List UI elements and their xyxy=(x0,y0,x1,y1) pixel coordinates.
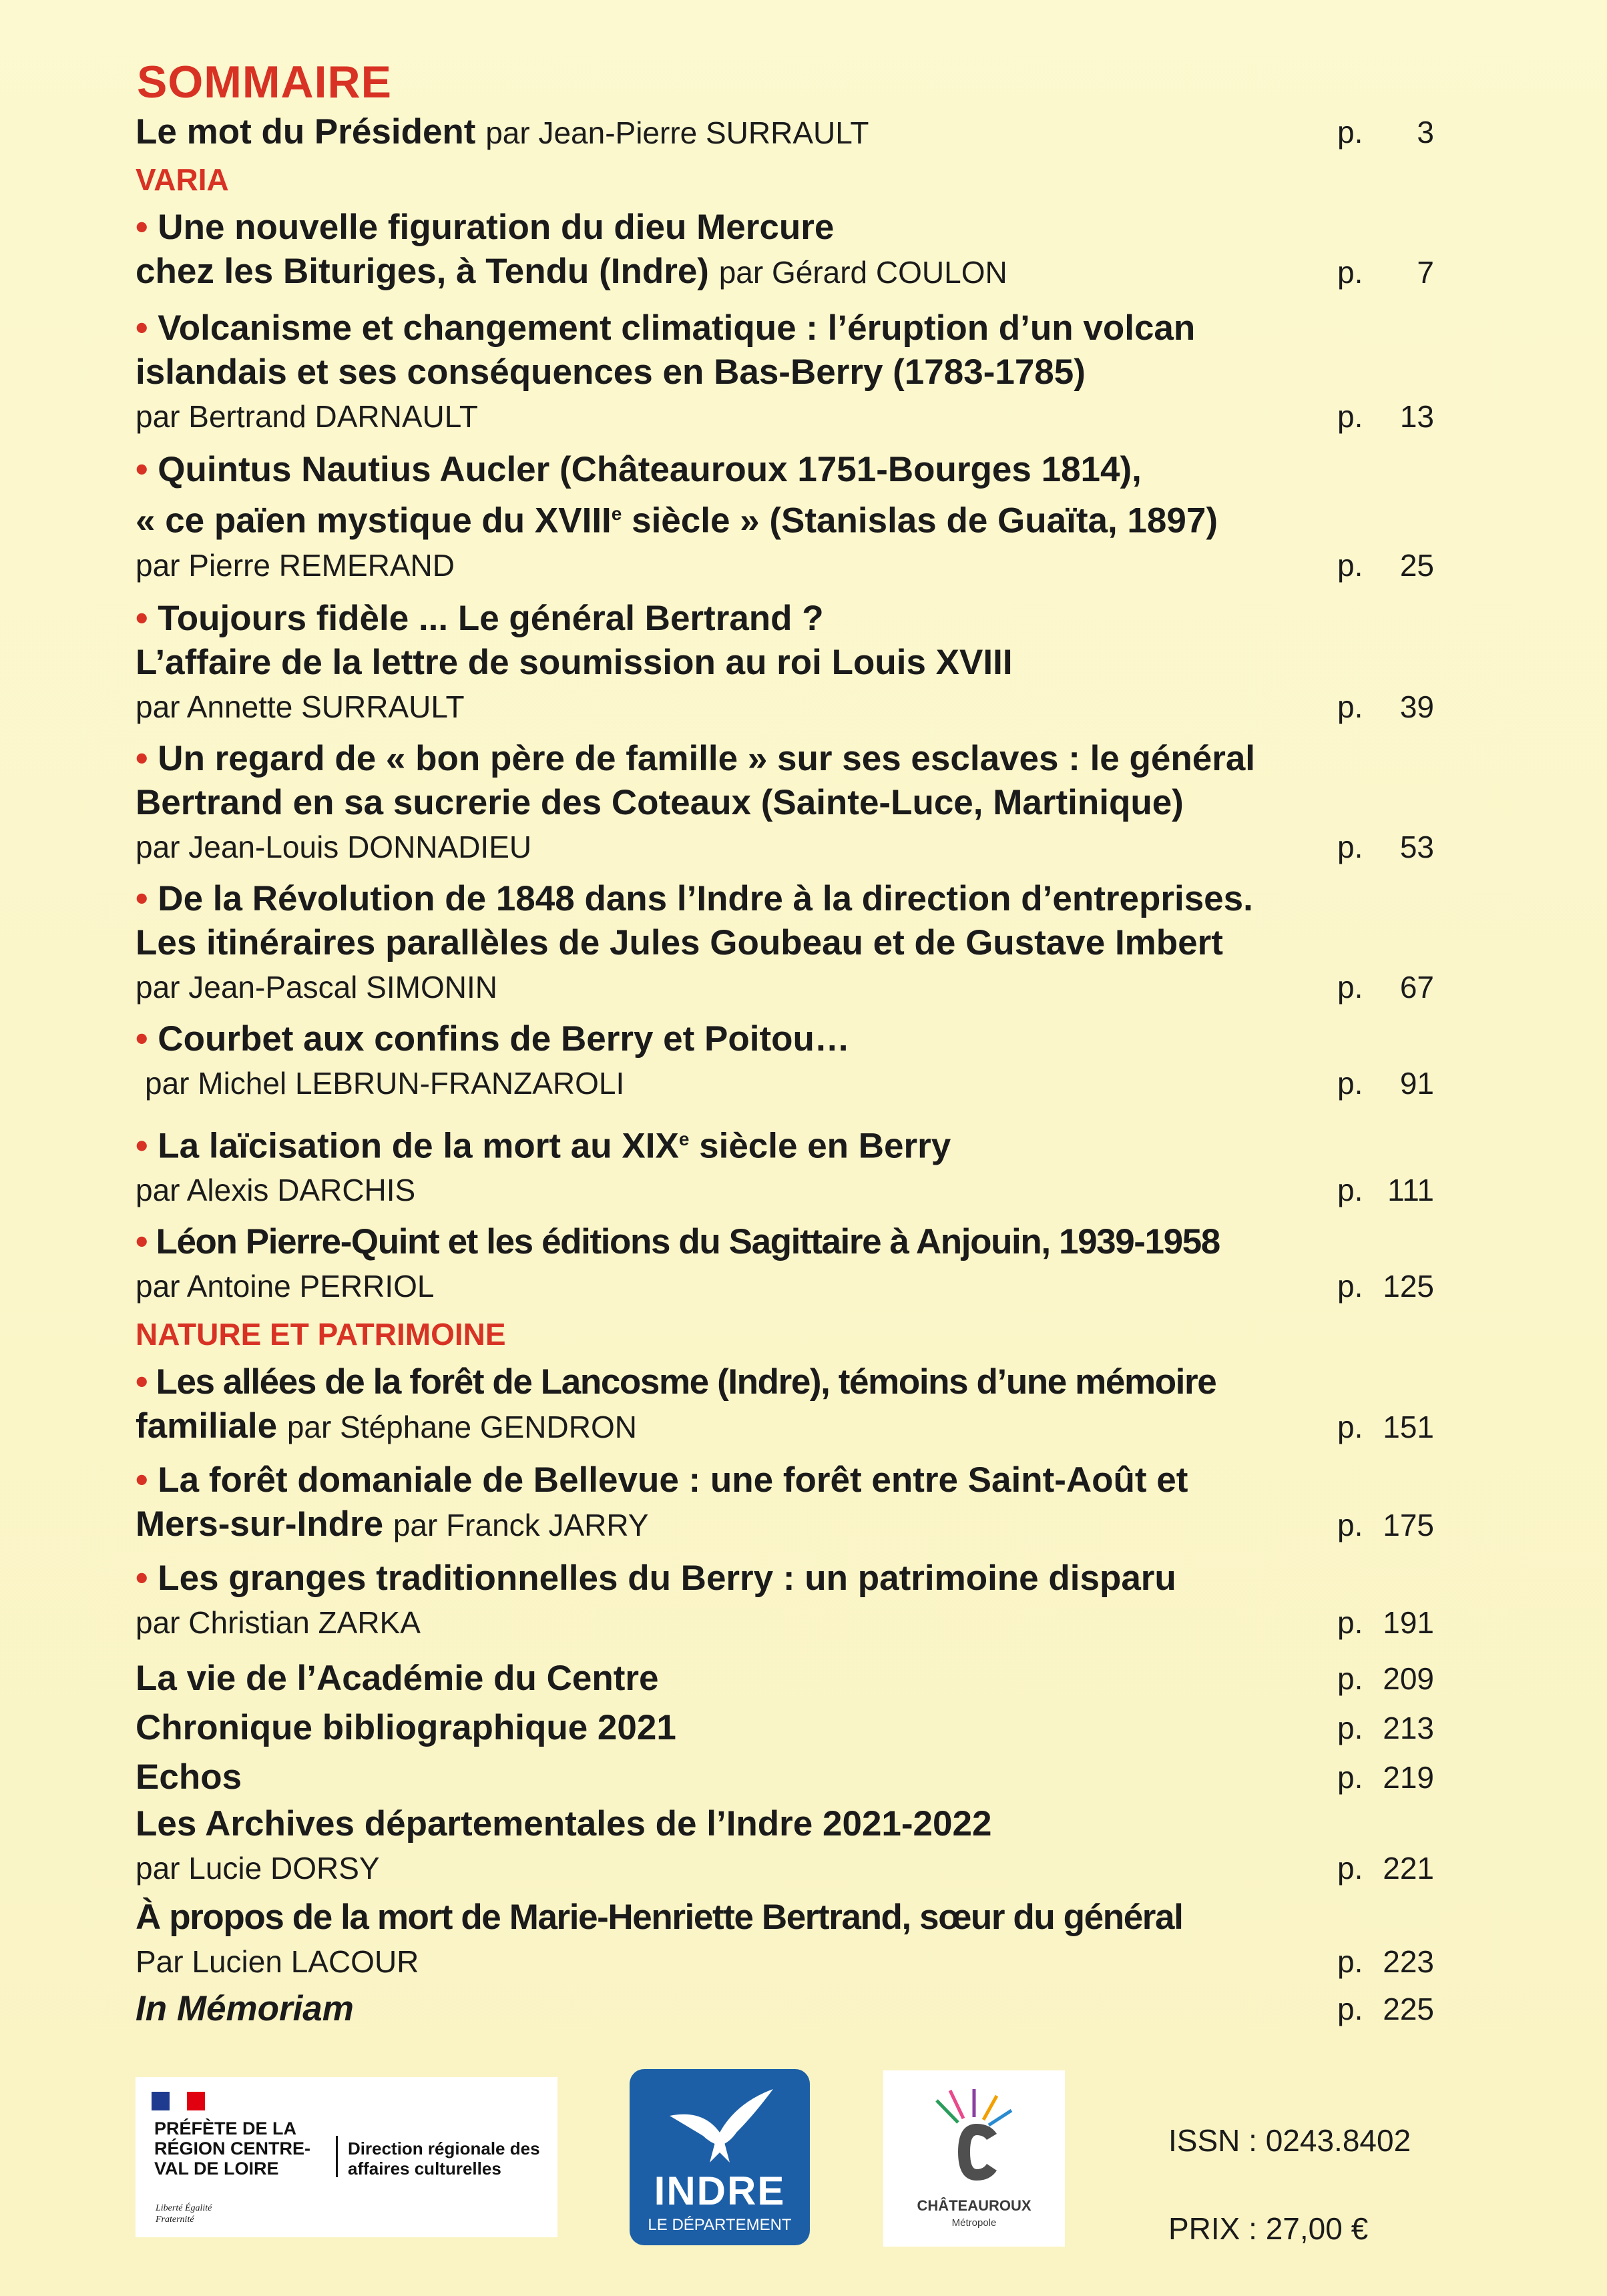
superscript: e xyxy=(611,503,622,524)
entry-title: Quintus Nautius Aucler (Châteauroux 1751-Bourges 1814), xyxy=(158,450,1142,489)
section-heading-nature: NATURE ET PATRIMOINE xyxy=(136,1317,506,1352)
page-number: 221 xyxy=(1383,1851,1434,1886)
chateauroux-name: CHÂTEAUROUX xyxy=(917,2197,1031,2214)
entry-author: par Michel LEBRUN-FRANZAROLI xyxy=(145,1065,625,1101)
page-number: 151 xyxy=(1383,1410,1434,1445)
page-title: SOMMAIRE xyxy=(137,57,392,107)
chateauroux-logo xyxy=(883,2070,1065,2247)
entry-author: par Jean-Pascal SIMONIN xyxy=(136,969,497,1005)
entry-author: par Gérard COULON xyxy=(718,255,1007,290)
page-prefix: p. xyxy=(1337,1065,1363,1101)
bird-icon xyxy=(630,2069,810,2169)
entry-title: siècle en Berry xyxy=(689,1126,951,1166)
page-number: 191 xyxy=(1383,1605,1434,1641)
footer-logos xyxy=(0,2069,1607,2269)
page-prefix: p. xyxy=(1337,1851,1363,1886)
indre-name: INDRE xyxy=(654,2169,786,2213)
entry-title: Volcanisme et changement climatique : l’éruption d’un volcan xyxy=(158,308,1196,348)
page-prefix: p. xyxy=(1337,115,1363,150)
page-prefix: p. xyxy=(1337,1410,1363,1445)
page-number: 213 xyxy=(1383,1711,1434,1746)
entry-title-cont: Mers-sur-Indre xyxy=(136,1504,384,1544)
entry-author: par Jean-Pierre SURRAULT xyxy=(485,115,869,150)
bullet-icon: • xyxy=(136,308,148,348)
page-number: 3 xyxy=(1417,115,1434,150)
entry-title: Les granges traditionnelles du Berry : un patrimoine disparu xyxy=(158,1558,1176,1599)
entry-title-cont: L’affaire de la lettre de soumission au roi Louis XVIII xyxy=(136,642,1013,682)
entry-author: par Pierre REMERAND xyxy=(136,547,455,583)
entry-author: par Lucie DORSY xyxy=(136,1851,380,1886)
toc-entry[interactable] xyxy=(136,448,1434,587)
entry-title: Chronique bibliographique 2021 xyxy=(136,1708,676,1748)
toc-entry[interactable] xyxy=(136,1984,1434,2034)
toc-entry[interactable] xyxy=(136,1556,1434,1645)
entry-title: De la Révolution de 1848 dans l’Indre à la direction d’entreprises. xyxy=(158,878,1253,918)
issn-label: ISSN : 0243.8402 xyxy=(1168,2123,1411,2158)
page-number: 209 xyxy=(1383,1661,1434,1697)
page-number: 111 xyxy=(1387,1173,1434,1208)
entry-author: par Christian ZARKA xyxy=(136,1605,421,1641)
toc-entry[interactable] xyxy=(136,877,1434,1009)
entry-author: par Jean-Louis DONNADIEU xyxy=(136,829,532,864)
entry-title-cont: « ce païen mystique du XVIII xyxy=(136,501,612,541)
bullet-icon: • xyxy=(136,1362,148,1402)
page-number: 7 xyxy=(1417,255,1434,290)
entry-title-cont: siècle » (Stanislas de Guaïta, 1897) xyxy=(622,501,1218,541)
page-prefix: p. xyxy=(1337,1605,1363,1641)
page-number: 53 xyxy=(1399,829,1434,864)
bullet-icon: • xyxy=(136,1019,148,1059)
toc-entry[interactable] xyxy=(136,1117,1434,1213)
toc-entry[interactable] xyxy=(136,1802,1434,1890)
page-prefix: p. xyxy=(1337,255,1363,290)
page-number: 125 xyxy=(1383,1269,1434,1304)
page-prefix: p. xyxy=(1337,1944,1363,1980)
entry-title: Toujours fidèle ... Le général Bertrand ? xyxy=(158,598,824,638)
entry-author: par Alexis DARCHIS xyxy=(136,1173,416,1208)
entry-title-cont: islandais et ses conséquences en Bas-Berry (1783-1785) xyxy=(136,352,1086,392)
entry-author: par Stéphane GENDRON xyxy=(286,1410,637,1445)
bullet-icon: • xyxy=(136,878,148,918)
toc-entry[interactable] xyxy=(136,1220,1434,1308)
bullet-icon: • xyxy=(136,1558,148,1599)
entry-title: La vie de l’Académie du Centre xyxy=(136,1659,659,1699)
entry-title: In Mémoriam xyxy=(136,1989,354,2029)
page-prefix: p. xyxy=(1337,1269,1363,1304)
chateauroux-subtitle: Métropole xyxy=(951,2217,997,2229)
page-prefix: p. xyxy=(1337,1661,1363,1697)
bullet-icon: • xyxy=(136,208,148,247)
page-prefix: p. xyxy=(1337,547,1363,583)
page-number: 39 xyxy=(1399,689,1434,724)
entry-author: par Bertrand DARNAULT xyxy=(136,399,478,434)
page-prefix: p. xyxy=(1337,1173,1363,1208)
entry-title-cont: chez les Bituriges, à Tendu (Indre) xyxy=(136,252,709,291)
toc-entry[interactable] xyxy=(136,1654,1434,1703)
bullet-icon: • xyxy=(136,1460,148,1500)
toc-entry[interactable] xyxy=(136,737,1434,869)
page-prefix: p. xyxy=(1337,1992,1363,2027)
table-of-contents xyxy=(136,107,1434,2034)
bullet-icon: • xyxy=(136,598,148,638)
entry-author: Par Lucien LACOUR xyxy=(136,1944,419,1980)
entry-title: Courbet aux confins de Berry et Poitou… xyxy=(158,1019,850,1059)
entry-title: À propos de la mort de Marie-Henriette Bertrand, sœur du général xyxy=(136,1898,1183,1938)
entry-title-cont: Bertrand en sa sucrerie des Coteaux (Sainte-Luce, Martinique) xyxy=(136,782,1184,822)
page-number: 91 xyxy=(1399,1065,1434,1101)
page-number: 13 xyxy=(1399,399,1434,434)
page-prefix: p. xyxy=(1337,1760,1363,1795)
entry-title: Les allées de la forêt de Lancosme (Indre), témoins d’une mémoire xyxy=(156,1362,1216,1402)
chateauroux-c-icon xyxy=(883,2070,1065,2197)
bullet-icon: • xyxy=(136,1222,148,1262)
entry-author: par Annette SURRAULT xyxy=(136,689,465,724)
toc-entry[interactable] xyxy=(136,597,1434,729)
toc-entry[interactable] xyxy=(136,1458,1434,1547)
indre-logo xyxy=(630,2069,810,2245)
entry-title: Le mot du Président xyxy=(136,112,476,152)
indre-subtitle: LE DÉPARTEMENT xyxy=(648,2216,792,2234)
toc-entry[interactable] xyxy=(136,1753,1434,1802)
section-heading-varia: VARIA xyxy=(136,162,229,197)
price-label: PRIX : 27,00 € xyxy=(1168,2211,1369,2246)
entry-title: Une nouvelle figuration du dieu Mercure xyxy=(158,208,835,247)
toc-entry[interactable] xyxy=(136,206,1434,294)
entry-author: par Antoine PERRIOL xyxy=(136,1269,435,1304)
entry-author: par Franck JARRY xyxy=(393,1508,649,1543)
marianne-flag-icon xyxy=(152,2092,205,2110)
bullet-icon: • xyxy=(136,738,148,778)
entry-title: Echos xyxy=(136,1757,242,1797)
page-prefix: p. xyxy=(1337,1508,1363,1543)
entry-title: Les Archives départementales de l’Indre 2021-2022 xyxy=(136,1804,992,1844)
prefecture-logo xyxy=(136,2077,557,2237)
bullet-icon: • xyxy=(136,1126,148,1166)
toc-entry[interactable] xyxy=(136,1017,1434,1105)
toc-entry[interactable] xyxy=(136,1703,1434,1753)
page-prefix: p. xyxy=(1337,969,1363,1005)
entry-title: Léon Pierre-Quint et les éditions du Sagittaire à Anjouin, 1939-1958 xyxy=(156,1222,1220,1262)
page-number: 67 xyxy=(1399,969,1434,1005)
drac-label: Direction régionale des affaires culturelles xyxy=(348,2138,540,2179)
entry-title: La laïcisation de la mort au XIX xyxy=(158,1126,679,1166)
prefecture-name: PRÉFÈTE DE LA RÉGION CENTRE-VAL DE LOIRE xyxy=(154,2118,311,2179)
divider xyxy=(336,2136,338,2177)
superscript: e xyxy=(678,1128,690,1149)
page-number: 223 xyxy=(1383,1944,1434,1980)
page-prefix: p. xyxy=(1337,829,1363,864)
page-prefix: p. xyxy=(1337,1711,1363,1746)
entry-title: Un regard de « bon père de famille » sur ses esclaves : le général xyxy=(158,738,1256,778)
toc-entry[interactable] xyxy=(136,1360,1434,1449)
entry-title-cont: Les itinéraires parallèles de Jules Goubeau et de Gustave Imbert xyxy=(136,922,1223,962)
page-number: 219 xyxy=(1383,1760,1434,1795)
page-number: 175 xyxy=(1383,1508,1434,1543)
entry-title: La forêt domaniale de Bellevue : une forêt entre Saint-Août et xyxy=(158,1460,1188,1500)
bullet-icon: • xyxy=(136,450,148,489)
page-number: 25 xyxy=(1399,547,1434,583)
toc-entry[interactable] xyxy=(136,306,1434,439)
page-prefix: p. xyxy=(1337,689,1363,724)
page-prefix: p. xyxy=(1337,399,1363,434)
page-number: 225 xyxy=(1383,1992,1434,2027)
entry-title-cont: familiale xyxy=(136,1406,278,1446)
prefecture-motto: Liberté Égalité Fraternité xyxy=(156,2203,212,2225)
toc-entry[interactable] xyxy=(136,1896,1434,1984)
toc-entry-president[interactable] xyxy=(136,107,1434,158)
